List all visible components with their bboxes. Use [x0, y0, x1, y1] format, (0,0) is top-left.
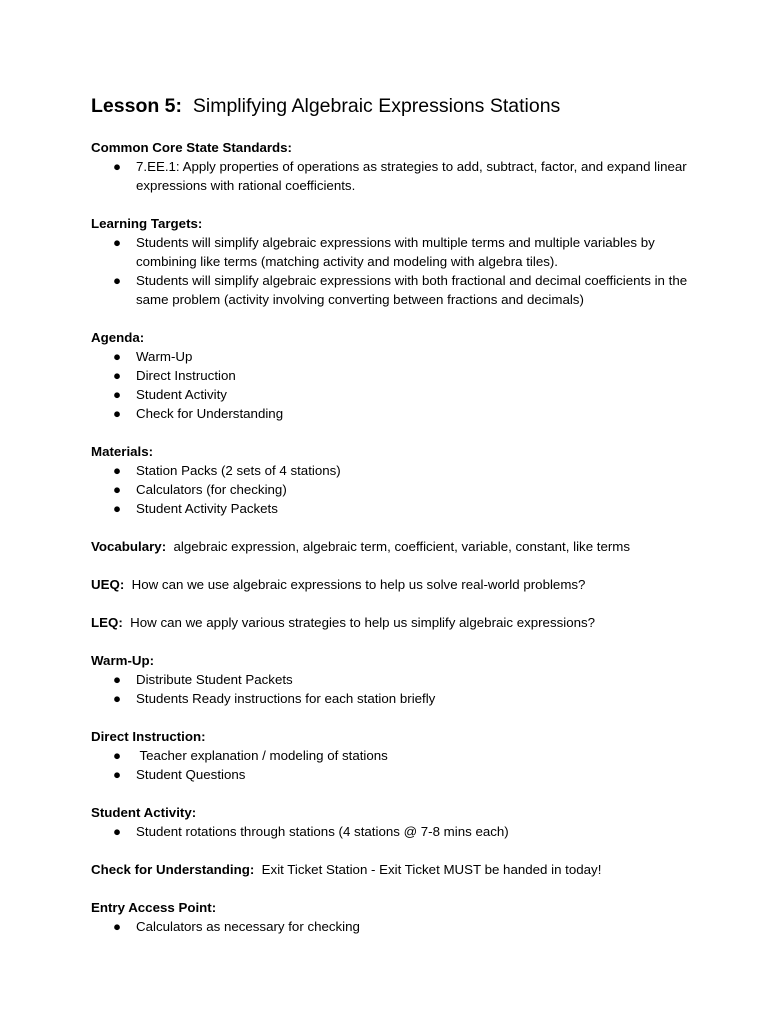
bullet-icon: ● — [113, 672, 122, 687]
leq-text: How can we apply various strategies to help us simplify algebraic expressions? — [130, 615, 596, 630]
list-item-text: Direct Instruction — [136, 368, 236, 383]
learning-targets-list — [91, 233, 691, 309]
list-item-text: Students Ready instructions for each station briefly — [136, 691, 436, 706]
bullet-icon: ● — [113, 501, 122, 516]
list-item-text: Warm-Up — [136, 349, 193, 364]
direct-instruction-list — [91, 746, 691, 784]
bullet-icon: ● — [113, 273, 122, 288]
materials-heading: Materials: — [91, 444, 154, 459]
list-item-text: Teacher explanation / modeling of stations — [136, 748, 388, 763]
list-item-text: Student Activity — [136, 387, 227, 402]
materials-list — [91, 461, 691, 518]
bullet-icon: ● — [113, 349, 122, 364]
check-understanding-text: Exit Ticket Station - Exit Ticket MUST be handed in today! — [261, 862, 602, 877]
ueq-section — [91, 575, 691, 594]
direct-instruction-heading: Direct Instruction: — [91, 729, 206, 744]
list-item — [91, 271, 691, 309]
materials-section — [91, 442, 691, 518]
lesson-title: Simplifying Algebraic Expressions Stations — [192, 95, 561, 117]
bullet-icon: ● — [113, 463, 122, 478]
student-activity-heading: Student Activity: — [91, 805, 197, 820]
entry-access-section — [91, 898, 691, 936]
list-item-text: Distribute Student Packets — [136, 672, 293, 687]
learning-targets-heading: Learning Targets: — [91, 216, 203, 231]
leq-label: LEQ: — [91, 615, 123, 630]
list-item-text: Calculators (for checking) — [136, 482, 287, 497]
list-item — [91, 404, 691, 423]
lesson-number: Lesson 5: — [91, 95, 183, 117]
standards-heading: Common Core State Standards: — [91, 140, 292, 155]
entry-access-list — [91, 917, 691, 936]
warm-up-section — [91, 651, 691, 708]
list-item-text: Students will simplify algebraic expressions with multiple terms and multiple variables by combining like terms (matching activity and modeling with algebra tiles). — [136, 235, 655, 269]
list-item-text: Station Packs (2 sets of 4 stations) — [136, 463, 341, 478]
list-item — [91, 366, 691, 385]
bullet-icon: ● — [113, 406, 122, 421]
bullet-icon: ● — [113, 482, 122, 497]
list-item — [91, 670, 691, 689]
agenda-section — [91, 328, 691, 423]
student-activity-list — [91, 822, 691, 841]
list-item — [91, 746, 691, 765]
vocabulary-label: Vocabulary: — [91, 539, 167, 554]
list-item — [91, 765, 691, 784]
bullet-icon: ● — [113, 159, 122, 174]
agenda-heading: Agenda: — [91, 330, 145, 345]
lesson-content — [91, 138, 691, 955]
list-item-text: Student Activity Packets — [136, 501, 278, 516]
bullet-icon: ● — [113, 387, 122, 402]
list-item-text: Students will simplify algebraic expressions with both fractional and decimal coefficients in the same problem (activity involving converting between fractions and decimals) — [136, 273, 688, 307]
warm-up-list — [91, 670, 691, 708]
standards-list — [91, 157, 691, 195]
ueq-text: How can we use algebraic expressions to help us solve real-world problems? — [131, 577, 586, 592]
list-item-text: Calculators as necessary for checking — [136, 919, 360, 934]
entry-access-heading: Entry Access Point: — [91, 900, 217, 915]
bullet-icon: ● — [113, 691, 122, 706]
bullet-icon: ● — [113, 748, 122, 763]
list-item — [91, 233, 691, 271]
list-item-text: 7.EE.1: Apply properties of operations as strategies to add, subtract, factor, and expand linear expressions with rational coefficients. — [136, 159, 687, 193]
list-item-text: Student Questions — [136, 767, 246, 782]
list-item — [91, 480, 691, 499]
check-understanding-label: Check for Understanding: — [91, 862, 255, 877]
bullet-icon: ● — [113, 767, 122, 782]
standards-section — [91, 138, 691, 195]
list-item — [91, 385, 691, 404]
list-item — [91, 461, 691, 480]
check-understanding-section — [91, 860, 691, 879]
bullet-icon: ● — [113, 824, 122, 839]
ueq-label: UEQ: — [91, 577, 125, 592]
list-item — [91, 917, 691, 936]
leq-section — [91, 613, 691, 632]
agenda-list — [91, 347, 691, 423]
list-item — [91, 499, 691, 518]
vocabulary-text: algebraic expression, algebraic term, coefficient, variable, constant, like terms — [173, 539, 631, 554]
list-item — [91, 157, 691, 195]
list-item-text: Check for Understanding — [136, 406, 284, 421]
bullet-icon: ● — [113, 235, 122, 250]
list-item — [91, 822, 691, 841]
list-item — [91, 347, 691, 366]
bullet-icon: ● — [113, 919, 122, 934]
learning-targets-section — [91, 214, 691, 309]
warm-up-heading: Warm-Up: — [91, 653, 155, 668]
vocabulary-section — [91, 537, 691, 556]
list-item — [91, 689, 691, 708]
bullet-icon: ● — [113, 368, 122, 383]
direct-instruction-section — [91, 727, 691, 784]
list-item-text: Student rotations through stations (4 stations @ 7-8 mins each) — [136, 824, 509, 839]
page-title — [91, 94, 560, 118]
student-activity-section — [91, 803, 691, 841]
